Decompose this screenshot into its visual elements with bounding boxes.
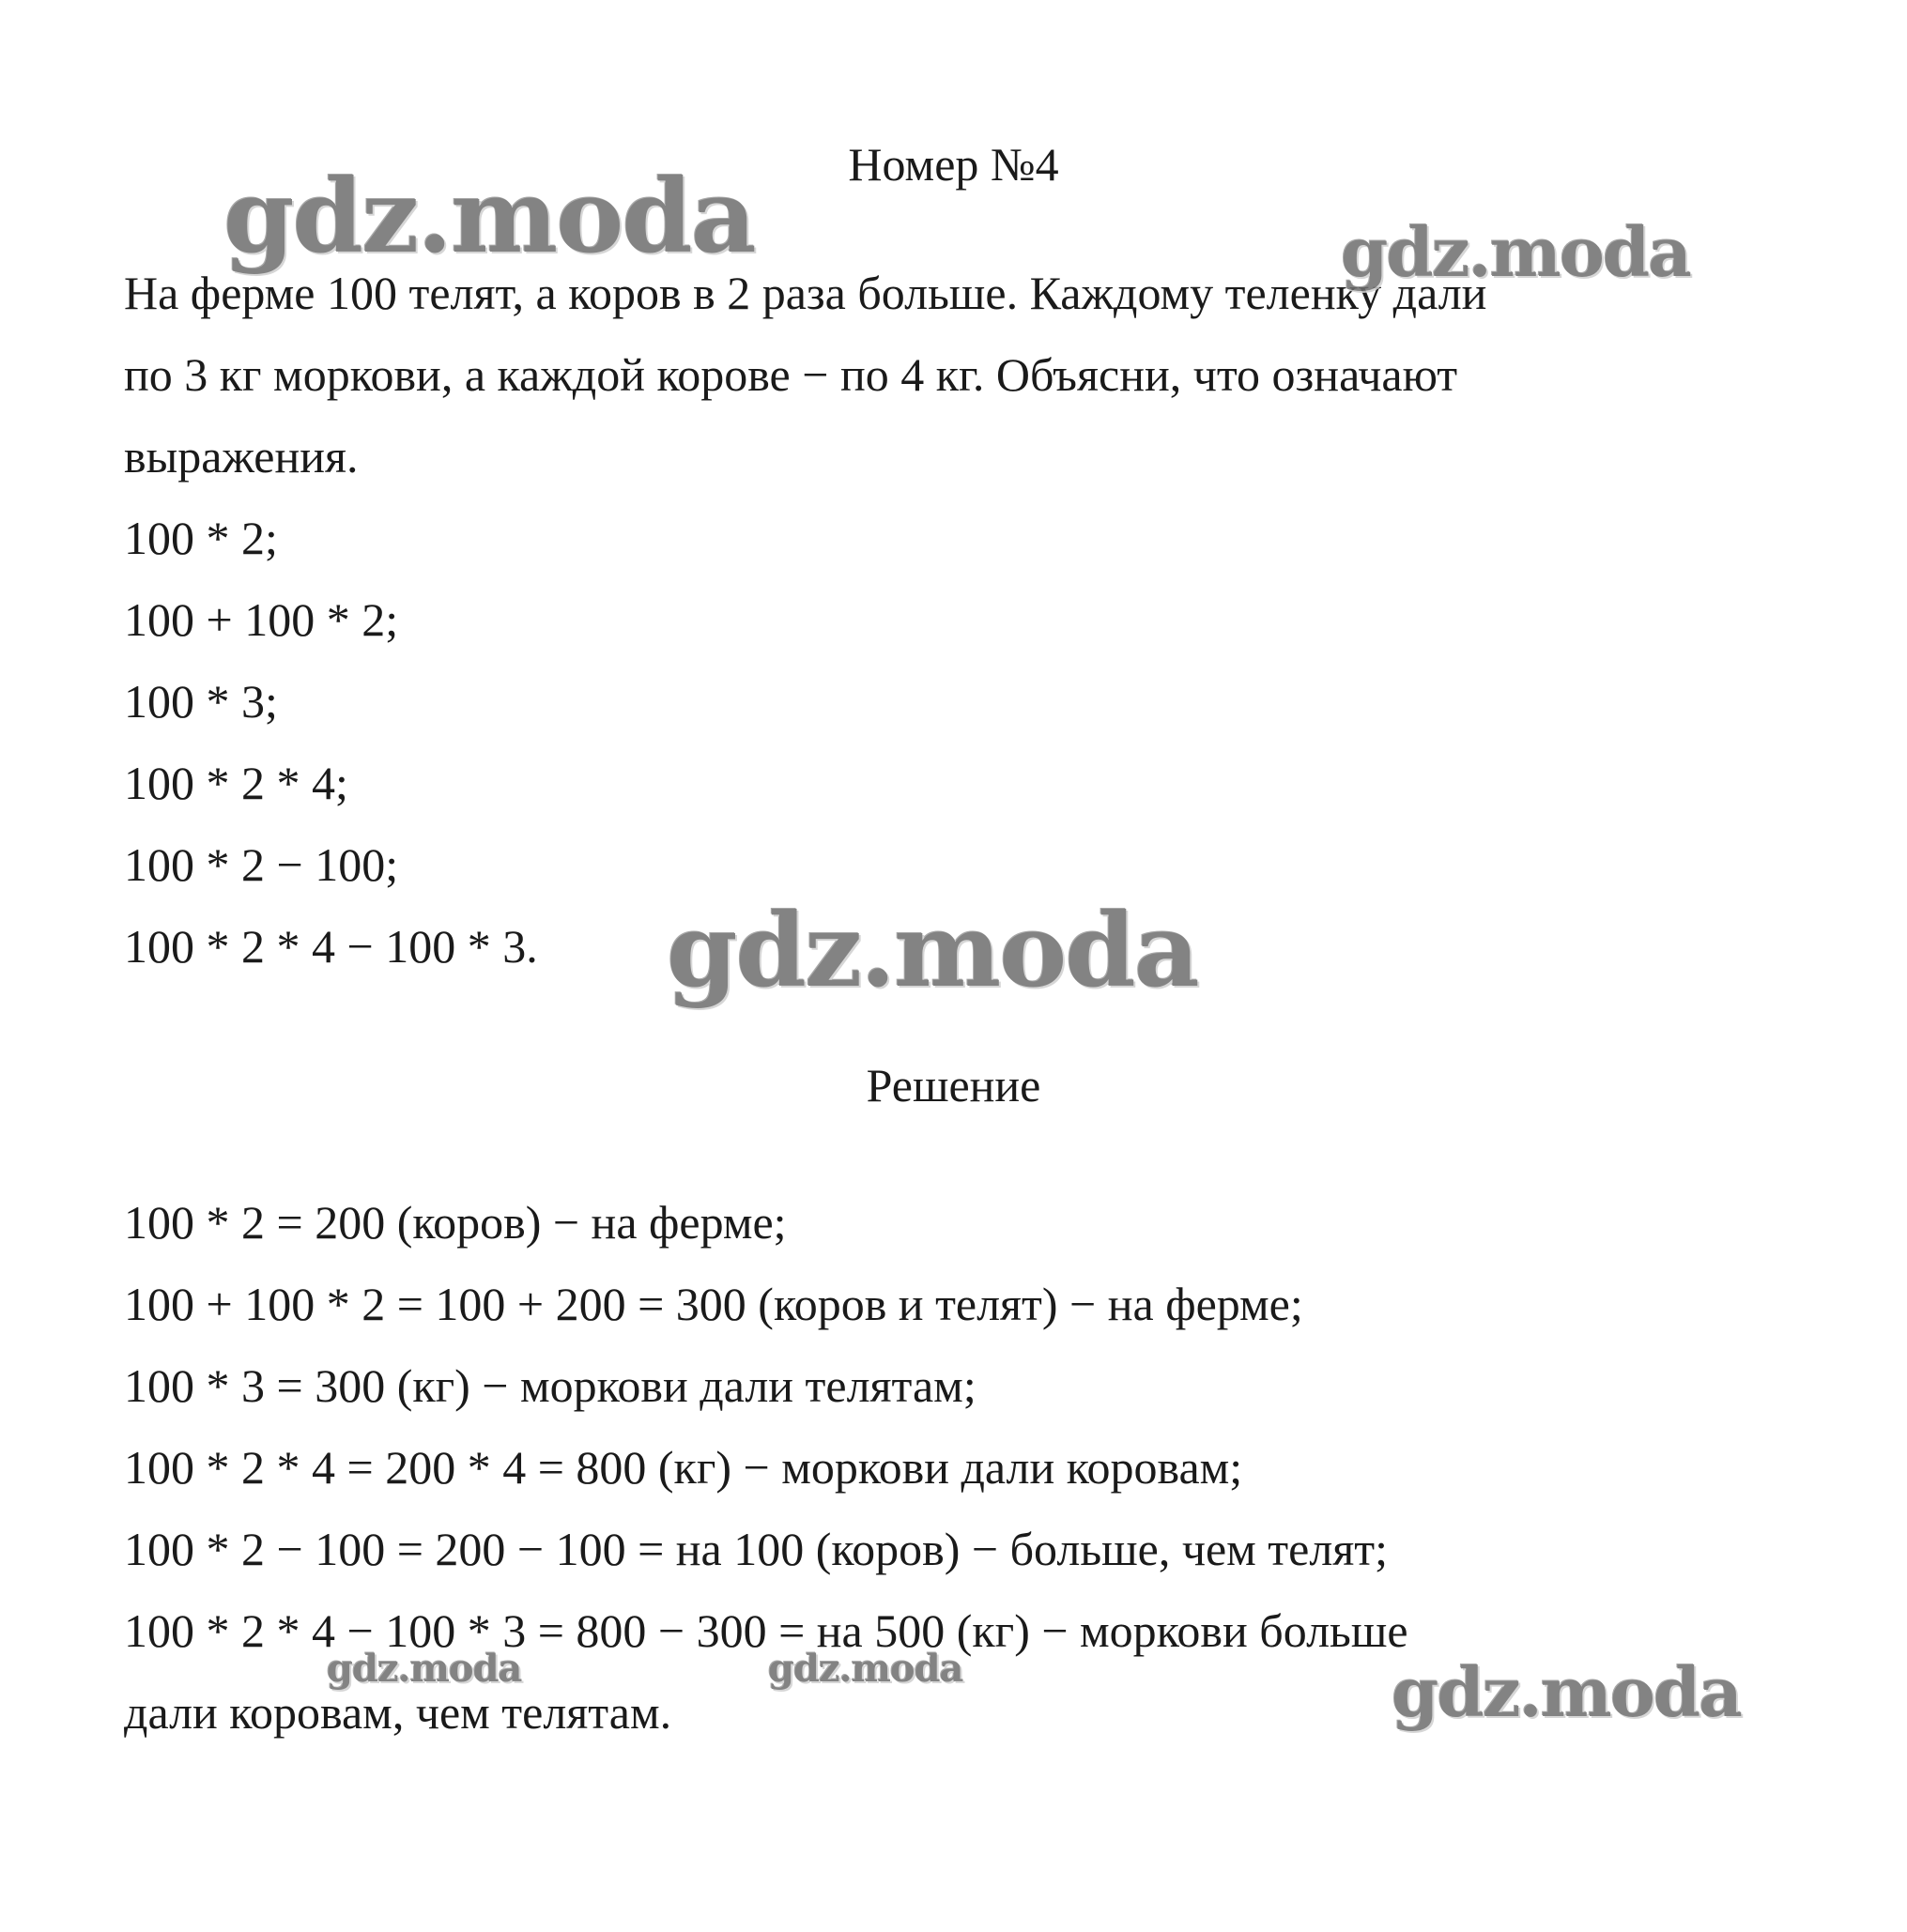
watermark-logo: gdz.moda <box>327 1647 522 1691</box>
solution-line: 100 * 2 − 100 = 200 − 100 = на 100 (коров) − больше, чем телят; <box>124 1523 1389 1575</box>
expression-line: 100 * 2 − 100; <box>124 838 399 891</box>
expression-line: 100 * 2 * 4 − 100 * 3. <box>124 920 538 973</box>
watermark-logo: gdz.moda <box>667 892 1198 1010</box>
problem-text-line: по 3 кг моркови, а каждой корове − по 4 кг. Объясни, что означают <box>124 348 1458 401</box>
watermark-logo: gdz.moda <box>1341 212 1690 292</box>
solution-heading: Решение <box>866 1059 1041 1112</box>
solution-line: 100 + 100 * 2 = 100 + 200 = 300 (коров и телят) − на ферме; <box>124 1278 1303 1330</box>
watermark-logo: gdz.moda <box>1392 1652 1741 1732</box>
solution-line: 100 * 2 * 4 = 200 * 4 = 800 (кг) − моркови дали коровам; <box>124 1441 1243 1494</box>
page-title: Номер №4 <box>848 138 1059 191</box>
problem-text-line: выражения. <box>124 430 359 483</box>
expression-line: 100 * 2 * 4; <box>124 757 348 809</box>
watermark-logo: gdz.moda <box>768 1647 963 1691</box>
solution-line: 100 * 2 * 4 − 100 * 3 = 800 − 300 = на 500 (кг) − моркови больше <box>124 1604 1408 1657</box>
solution-line: 100 * 2 = 200 (коров) − на ферме; <box>124 1196 787 1249</box>
expression-line: 100 * 3; <box>124 675 278 728</box>
expression-line: 100 * 2; <box>124 512 278 564</box>
solution-line: дали коровам, чем телятам. <box>124 1686 672 1739</box>
expression-line: 100 + 100 * 2; <box>124 593 399 646</box>
solution-line: 100 * 3 = 300 (кг) − моркови дали телятам; <box>124 1359 977 1412</box>
problem-text-line: На ферме 100 телят, а коров в 2 раза больше. Каждому теленку дали <box>124 267 1487 319</box>
watermark-logo: gdz.moda <box>223 158 755 276</box>
